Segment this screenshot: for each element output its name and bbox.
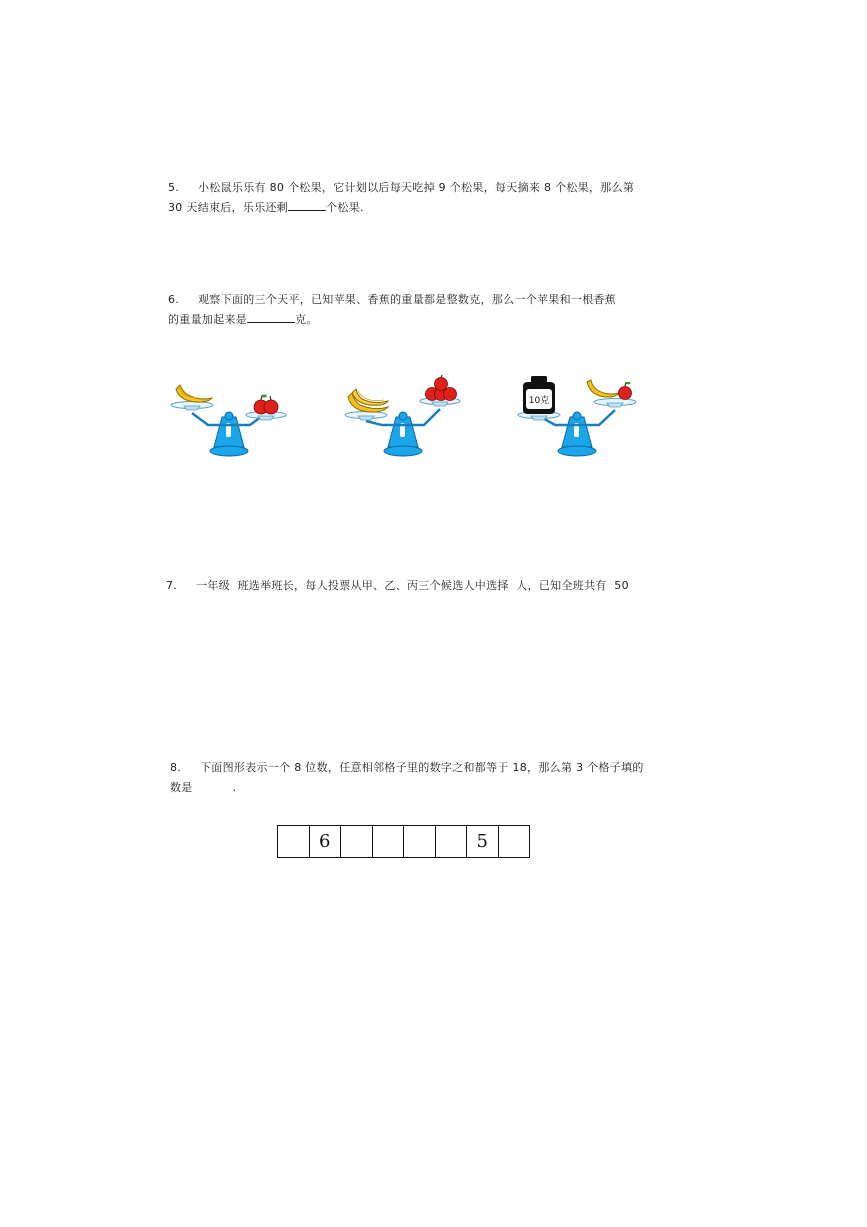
scale-1-left-pan (171, 402, 213, 411)
question-5-number: 5. (168, 181, 180, 194)
question-5-text-2: 30 天结束后，乐乐还剩 (168, 201, 289, 214)
balance-scale-3 (515, 372, 640, 460)
balance-scale-2 (344, 375, 464, 460)
grid-cell-5[interactable] (404, 826, 436, 857)
grid-cell-1[interactable] (278, 826, 310, 857)
question-6 (168, 290, 658, 330)
scale-1-right-pan (246, 412, 286, 421)
question-6-text-1: 观察下面的三个天平，已知苹果、香蕉的重量都是整数克，那么一个苹果和一根香蕉 (198, 293, 617, 306)
scale-3-base (558, 412, 596, 456)
grid-cell-6[interactable] (436, 826, 468, 857)
question-6-text-2: 的重量加起来是 (168, 313, 248, 326)
question-5-text-1: 小松鼠乐乐有 80 个松果，它计划以后每天吃掉 9 个松果，每天摘来 8 个松果，那么第 (198, 181, 635, 194)
answer-blank-5[interactable] (288, 198, 326, 211)
question-7 (166, 576, 661, 596)
grid-cell-7[interactable]: 5 (467, 826, 499, 857)
scale-2-base (384, 412, 422, 456)
question-6-line-1 (168, 290, 658, 310)
question-8-line-1 (170, 758, 665, 778)
question-7-line-1 (166, 576, 661, 596)
question-7-number: 7. (166, 579, 178, 592)
apples-icon (426, 375, 457, 401)
question-6-number: 6. (168, 293, 180, 306)
answer-blank-6[interactable] (247, 310, 295, 323)
question-8-number: 8. (170, 761, 182, 774)
question-5-line-2 (168, 198, 658, 218)
question-8-text-2: 数是 (170, 781, 193, 794)
scale-1-base (210, 412, 248, 456)
bananas-icon (348, 389, 388, 412)
question-5 (168, 178, 658, 218)
weight-icon (523, 376, 555, 414)
question-7-text-1: 一年级 班选举班长，每人投票从甲、乙、丙三个候选人中选择 人，已知全班共有 50 (196, 579, 629, 592)
question-6-text-3: 克。 (295, 313, 318, 326)
balance-scale-1 (170, 375, 290, 460)
question-6-line-2 (168, 310, 658, 330)
scale-2-left-pan (345, 412, 387, 421)
scale-3-right-pan (594, 399, 636, 408)
grid-cell-2[interactable]: 6 (310, 826, 342, 857)
apple-icon (254, 395, 278, 415)
question-8-text-3: . (232, 781, 237, 794)
grid-cell-3[interactable] (341, 826, 373, 857)
grid-cell-4[interactable] (373, 826, 405, 857)
question-8 (170, 758, 665, 798)
weight-label: 10克 (528, 396, 550, 406)
question-8-text-1: 下面图形表示一个 8 位数，任意相邻格子里的数字之和都等于 18，那么第 3 个格子填的 (200, 761, 644, 774)
question-5-text-3: 个松果. (326, 201, 364, 214)
digit-grid (277, 825, 530, 858)
answer-blank-8[interactable] (193, 778, 233, 791)
banana-apple-icon (587, 380, 632, 400)
banana-icon (176, 385, 212, 402)
grid-cell-8[interactable] (499, 826, 530, 857)
question-8-line-2 (170, 778, 665, 798)
question-5-line-1 (168, 178, 658, 198)
